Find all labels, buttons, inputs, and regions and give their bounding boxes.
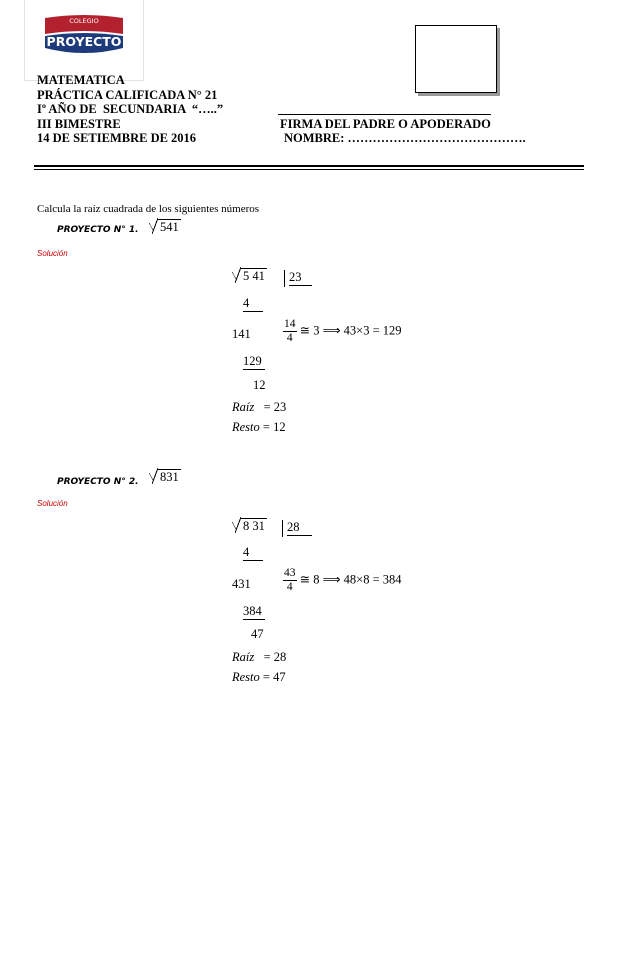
p1-root-result: Raíz = 23 [232,400,287,414]
header-subject: MATEMATICA [37,73,125,87]
p2-estimate: $\frac{43}{4}$ ≅ 8 ⟹ 48×8 = 384 [284,567,402,593]
logo-text-top: COLEGIO [69,17,99,25]
p1-rest-result: Resto = 12 [232,420,286,434]
instruction-text: Calcula la raíz cuadrada de los siguientes números [37,203,260,215]
grade-box [415,25,497,93]
problem-1-radical: 541 [149,219,181,235]
header-grade: Iº AÑO DE SECUNDARIA “…..” [37,102,224,116]
signature-label: FIRMA DEL PADRE O APODERADO [280,117,491,131]
p1-estimate: $\frac{14}{4}$ ≅ 3 ⟹ 43×3 = 129 [284,318,402,344]
logo-text-main: PROYECTO [46,34,122,49]
signature-line [278,114,491,115]
p1-rem2: 12 [253,378,266,392]
header-date: 14 DE SETIEMBRE DE 2016 [37,131,197,145]
p1-step1: 4 [243,296,263,312]
p2-step1: 4 [243,545,263,561]
school-logo [24,0,144,81]
p2-radicand-split: 8 31 [232,518,267,534]
header-divider-thin [34,169,584,170]
problem-1-solution-label: Solución [37,249,68,258]
header-title: PRÁCTICA CALIFICADA N° 21 [37,88,218,102]
p2-rem2: 47 [251,627,264,641]
p2-rest-result: Resto = 47 [232,670,286,684]
p1-step2: 129 [243,354,265,370]
problem-2-label: PROYECTO N° 2. [57,477,139,487]
problem-2-solution-label: Solución [37,499,68,508]
p2-step2: 384 [243,604,265,620]
p1-rem1: 141 [232,327,251,341]
p1-radicand-split: 5 41 [232,268,267,284]
header-divider [34,165,584,167]
p2-root-result: Raíz = 28 [232,650,287,664]
problem-2-radical: 831 [149,469,181,485]
p2-rem1: 431 [232,577,251,591]
p2-root: 28 [282,520,312,537]
name-field-label: NOMBRE: ……………………………………. [284,131,526,145]
p1-root: 23 [284,270,312,287]
problem-1-label: PROYECTO N° 1. [57,225,139,235]
header-term: III BIMESTRE [37,117,121,131]
